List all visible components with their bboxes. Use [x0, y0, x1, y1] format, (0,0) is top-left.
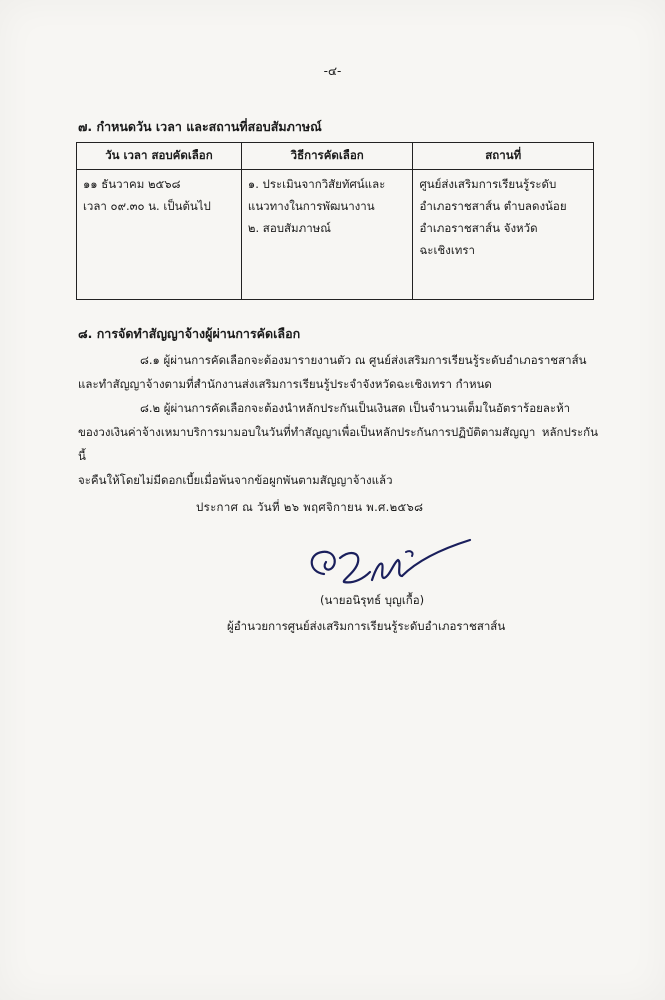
header-place: สถานที่ — [413, 143, 594, 170]
announcement-date: ประกาศ ณ วันที่ ๒๖ พฤศจิกายน พ.ศ.๒๕๖๘ — [196, 500, 424, 514]
paragraph-line: ๘.๒ ผู้ผ่านการคัดเลือกจะต้องนำหลักประกันเป็นเงินสด เป็นจำนวนเต็มในอัตราร้อยละห้า — [140, 401, 571, 415]
section-7-heading: ๗. กำหนดวัน เวลา และสถานที่สอบสัมภาษณ์ — [78, 119, 322, 134]
paragraph-line: จะคืนให้โดยไม่มีดอกเบี้ยเมื่อพ้นจากข้อผูกพันตามสัญญาจ้างแล้ว — [78, 473, 393, 487]
table-header-row — [77, 143, 594, 170]
paragraph-line: ๘.๑ ผู้ผ่านการคัดเลือกจะต้องมารายงานตัว ณ ศูนย์ส่งเสริมการเรียนรู้ระดับอำเภอราชสาส์น — [140, 353, 587, 367]
section-8-heading: ๘. การจัดทำสัญญาจ้างผู้ผ่านการคัดเลือก — [78, 326, 301, 341]
paragraph-8-1 — [78, 348, 598, 396]
place-line: ศูนย์ส่งเสริมการเรียนรู้ระดับ — [419, 177, 557, 191]
place-line: อำเภอราชสาส์น จังหวัด — [419, 221, 538, 235]
cell-date-time — [77, 170, 242, 300]
interview-schedule-table — [76, 142, 594, 300]
time-line: เวลา ๐๙.๓๐ น. เป็นต้นไป — [83, 199, 211, 213]
table-row — [77, 170, 594, 300]
method-line: ๒. สอบสัมภาษณ์ — [247, 221, 331, 235]
page-number: -๔- — [323, 64, 342, 78]
place-line: ฉะเชิงเทรา — [419, 243, 475, 257]
method-line: แนวทางในการพัฒนางาน — [247, 199, 375, 213]
paragraph-line: และทำสัญญาจ้างตามที่สำนักงานส่งเสริมการเรียนรู้ประจำจังหวัดฉะเชิงเทรา กำหนด — [78, 377, 492, 391]
cell-place — [413, 170, 594, 300]
header-date-time: วัน เวลา สอบคัดเลือก — [77, 143, 242, 170]
cell-method — [241, 170, 413, 300]
signer-title: ผู้อำนวยการศูนย์ส่งเสริมการเรียนรู้ระดับอำเภอราชสาส์น — [227, 619, 506, 633]
place-line: อำเภอราชสาส์น ตำบลดงน้อย — [419, 199, 567, 213]
handwritten-signature — [298, 532, 478, 598]
paragraph-8-2 — [78, 396, 598, 492]
method-line: ๑. ประเมินจากวิสัยทัศน์และ — [247, 177, 386, 191]
header-method: วิธีการคัดเลือก — [241, 143, 413, 170]
paragraph-line: ของวงเงินค่าจ้างเหมาบริการมามอบในวันที่ทำสัญญาเพื่อเป็นหลักประกันการปฏิบัติตามสัญญา หลักประกันนี้ — [78, 425, 598, 463]
date-line: ๑๑ ธันวาคม ๒๕๖๘ — [83, 177, 181, 191]
signer-name: (นายอนิรุทธ์ บุญเกื้อ) — [320, 593, 425, 607]
